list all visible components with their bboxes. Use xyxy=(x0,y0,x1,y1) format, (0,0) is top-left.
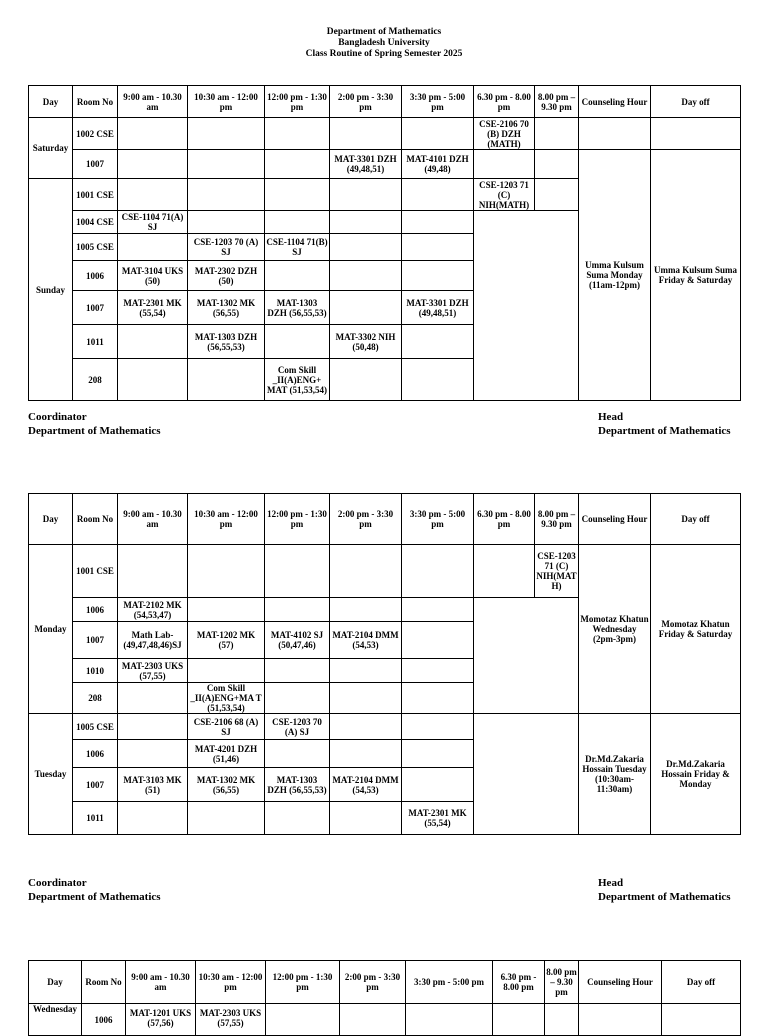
head-signature xyxy=(598,410,731,438)
slot-cell xyxy=(265,598,330,622)
slot-cell xyxy=(330,659,402,683)
slot-cell: MAT-4102 SJ (50,47,46) xyxy=(265,622,330,659)
slot-cell xyxy=(493,1004,545,1036)
dayoff-cell xyxy=(662,1004,741,1036)
room-cell: 1011 xyxy=(73,802,118,835)
col-header-slot2: 10:30 am - 12:00 pm xyxy=(188,494,265,545)
slot-cell: MAT-4101 DZH (49,48) xyxy=(402,150,474,179)
room-cell: 1007 xyxy=(73,291,118,325)
room-cell: 1004 CSE xyxy=(73,211,118,234)
slot-cell xyxy=(474,598,579,714)
slot-cell: MAT-1302 MK (56,55) xyxy=(188,768,265,802)
slot-cell xyxy=(340,1004,406,1036)
col-header-slot4: 2:00 pm - 3:30 pm xyxy=(330,86,402,118)
room-cell: 1006 xyxy=(73,598,118,622)
slot-cell xyxy=(265,740,330,768)
slot-cell xyxy=(402,714,474,740)
slot-cell xyxy=(474,714,579,835)
slot-cell: MAT-2104 DMM (54,53) xyxy=(330,768,402,802)
room-cell: 208 xyxy=(73,359,118,401)
slot-cell: MAT-2303 UKS (57,55) xyxy=(196,1004,266,1036)
slot-cell xyxy=(330,740,402,768)
col-header-room: Room No xyxy=(82,961,126,1004)
slot-cell: Math Lab-(49,47,48,46)SJ xyxy=(118,622,188,659)
room-cell: 1006 xyxy=(82,1004,126,1036)
slot-cell xyxy=(330,261,402,291)
col-header-slot1: 9:00 am - 10.30 am xyxy=(118,494,188,545)
counseling-cell: Umma Kulsum Suma Monday (11am-12pm) xyxy=(579,150,651,401)
dayoff-cell: Dr.Md.Zakaria Hossain Friday & Monday xyxy=(651,714,741,835)
coordinator-title: Coordinator xyxy=(28,411,87,423)
slot-cell: MAT-2102 MK (54,53,47) xyxy=(118,598,188,622)
counseling-cell: Momotaz Khatun Wednesday (2pm-3pm) xyxy=(579,545,651,714)
slot-cell xyxy=(188,802,265,835)
slot-cell xyxy=(330,359,402,401)
slot-cell: MAT-2303 UKS (57,55) xyxy=(118,659,188,683)
table-header-row xyxy=(29,494,741,545)
slot-cell xyxy=(545,1004,579,1036)
slot-cell xyxy=(402,118,474,150)
col-header-slot5: 3:30 pm - 5:00 pm xyxy=(402,86,474,118)
slot-cell: MAT-3302 NIH (50,48) xyxy=(330,325,402,359)
room-cell: 1002 CSE xyxy=(73,118,118,150)
room-cell: 1007 xyxy=(73,150,118,179)
slot-cell xyxy=(402,179,474,211)
slot-cell xyxy=(402,659,474,683)
slot-cell xyxy=(474,211,579,401)
room-cell: 1005 CSE xyxy=(73,234,118,261)
day-label-monday: Monday xyxy=(29,545,73,714)
head-title: Head xyxy=(598,877,624,889)
slot-cell xyxy=(266,1004,340,1036)
head-dept: Department of Mathematics xyxy=(598,891,731,903)
slot-cell: Com Skill _II(A)ENG+ MAT (51,53,54) xyxy=(265,359,330,401)
slot-cell: MAT-1303 DZH (56,55,53) xyxy=(188,325,265,359)
slot-cell: MAT-3103 MK (51) xyxy=(118,768,188,802)
slot-cell: MAT-1303 DZH (56,55,53) xyxy=(265,768,330,802)
department-name: Department of Mathematics xyxy=(326,27,442,37)
col-header-slot7: 8.00 pm – 9.30 pm xyxy=(535,86,579,118)
table-header-row xyxy=(29,961,741,1004)
slot-cell: MAT-1202 MK (57) xyxy=(188,622,265,659)
slot-cell xyxy=(330,291,402,325)
slot-cell xyxy=(402,622,474,659)
coordinator-dept: Department of Mathematics xyxy=(28,891,161,903)
slot-cell xyxy=(402,545,474,598)
slot-cell: MAT-3104 UKS (50) xyxy=(118,261,188,291)
dayoff-cell: Momotaz Khatun Friday & Saturday xyxy=(651,545,741,714)
col-header-counseling: Counseling Hour xyxy=(579,494,651,545)
day-label-saturday: Saturday xyxy=(29,118,73,179)
slot-cell xyxy=(265,683,330,714)
slot-cell xyxy=(118,150,188,179)
slot-cell xyxy=(188,598,265,622)
slot-cell: MAT-2104 DMM (54,53) xyxy=(330,622,402,659)
head-dept: Department of Mathematics xyxy=(598,425,731,437)
room-cell: 1006 xyxy=(73,740,118,768)
col-header-dayoff: Day off xyxy=(651,494,741,545)
col-header-day: Day xyxy=(29,494,73,545)
routine-table-monday-tuesday xyxy=(28,493,741,835)
col-header-slot6: 6.30 pm - 8.00 pm xyxy=(474,494,535,545)
counseling-cell xyxy=(579,1004,662,1036)
col-header-slot2: 10:30 am - 12:00 pm xyxy=(196,961,266,1004)
col-header-slot2: 10:30 am - 12:00 pm xyxy=(188,86,265,118)
slot-cell xyxy=(265,545,330,598)
col-header-day: Day xyxy=(29,961,82,1004)
routine-table-wednesday xyxy=(28,960,741,1036)
slot-cell xyxy=(118,802,188,835)
day-label-sunday: Sunday xyxy=(29,179,73,401)
slot-cell xyxy=(402,211,474,234)
col-header-room: Room No xyxy=(73,86,118,118)
col-header-slot7: 8.00 pm – 9.30 pm xyxy=(545,961,579,1004)
slot-cell xyxy=(118,179,188,211)
slot-cell: MAT-2301 MK (55,54) xyxy=(402,802,474,835)
slot-cell xyxy=(402,683,474,714)
slot-cell xyxy=(406,1004,493,1036)
slot-cell: CSE-1203 71 (C) NIH(MATH) xyxy=(474,179,535,211)
col-header-slot6: 6.30 pm - 8.00 pm xyxy=(474,86,535,118)
room-cell: 1001 CSE xyxy=(73,179,118,211)
slot-cell xyxy=(265,211,330,234)
coordinator-signature xyxy=(28,876,161,904)
slot-cell xyxy=(402,359,474,401)
coordinator-title: Coordinator xyxy=(28,877,87,889)
slot-cell: CSE-1203 70 (A) SJ xyxy=(265,714,330,740)
slot-cell: CSE-1203 70 (A) SJ xyxy=(188,234,265,261)
slot-cell: Com Skill _II(A)ENG+MA T (51,53,54) xyxy=(188,683,265,714)
col-header-slot5: 3:30 pm - 5:00 pm xyxy=(406,961,493,1004)
room-cell: 1005 CSE xyxy=(73,714,118,740)
slot-cell xyxy=(118,118,188,150)
slot-cell xyxy=(188,179,265,211)
dayoff-cell xyxy=(651,118,741,150)
slot-cell xyxy=(265,325,330,359)
col-header-slot4: 2:00 pm - 3:30 pm xyxy=(340,961,406,1004)
slot-cell xyxy=(118,359,188,401)
slot-cell xyxy=(118,234,188,261)
room-cell: 1007 xyxy=(73,622,118,659)
slot-cell xyxy=(330,211,402,234)
slot-cell: MAT-3301 DZH (49,48,51) xyxy=(402,291,474,325)
slot-cell xyxy=(535,118,579,150)
slot-cell xyxy=(188,359,265,401)
table-row xyxy=(29,714,741,740)
slot-cell: CSE-2106 70 (B) DZH (MATH) xyxy=(474,118,535,150)
counseling-cell xyxy=(579,118,651,150)
slot-cell xyxy=(330,234,402,261)
university-name: Bangladesh University xyxy=(338,38,430,48)
coordinator-signature xyxy=(28,410,161,438)
head-title: Head xyxy=(598,411,624,423)
slot-cell xyxy=(265,118,330,150)
slot-cell: MAT-4201 DZH (51,46) xyxy=(188,740,265,768)
slot-cell xyxy=(188,659,265,683)
slot-cell: CSE-1203 71 (C) NIH(MATH) xyxy=(535,545,579,598)
slot-cell xyxy=(118,683,188,714)
counseling-cell: Dr.Md.Zakaria Hossain Tuesday (10:30am-11:30am) xyxy=(579,714,651,835)
slot-cell xyxy=(402,261,474,291)
slot-cell xyxy=(265,659,330,683)
slot-cell xyxy=(535,150,579,179)
table-row xyxy=(29,150,741,179)
slot-cell xyxy=(330,802,402,835)
col-header-slot1: 9:00 am - 10.30 am xyxy=(118,86,188,118)
col-header-day: Day xyxy=(29,86,73,118)
room-cell: 208 xyxy=(73,683,118,714)
slot-cell xyxy=(330,598,402,622)
slot-cell xyxy=(330,545,402,598)
col-header-slot5: 3:30 pm - 5:00 pm xyxy=(402,494,474,545)
slot-cell: MAT-2302 DZH (50) xyxy=(188,261,265,291)
col-header-slot3: 12:00 pm - 1:30 pm xyxy=(266,961,340,1004)
routine-table-saturday-sunday xyxy=(28,85,741,401)
slot-cell: MAT-1201 UKS (57,56) xyxy=(126,1004,196,1036)
room-cell: 1007 xyxy=(73,768,118,802)
col-header-slot3: 12:00 pm - 1:30 pm xyxy=(265,86,330,118)
slot-cell: CSE-2106 68 (A) SJ xyxy=(188,714,265,740)
day-label-tuesday: Tuesday xyxy=(29,714,73,835)
slot-cell xyxy=(118,714,188,740)
slot-cell xyxy=(188,150,265,179)
slot-cell: MAT-1303 DZH (56,55,53) xyxy=(265,291,330,325)
col-header-slot3: 12:00 pm - 1:30 pm xyxy=(265,494,330,545)
col-header-slot1: 9:00 am - 10.30 am xyxy=(126,961,196,1004)
dayoff-cell: Umma Kulsum Suma Friday & Saturday xyxy=(651,150,741,401)
slot-cell xyxy=(474,545,535,598)
slot-cell xyxy=(265,261,330,291)
slot-cell xyxy=(265,150,330,179)
day-label-wednesday: Wednesday xyxy=(29,1004,82,1036)
room-cell: 1006 xyxy=(73,261,118,291)
table-row xyxy=(29,1004,741,1036)
slot-cell xyxy=(402,740,474,768)
slot-cell: CSE-1104 71(B) SJ xyxy=(265,234,330,261)
slot-cell xyxy=(330,118,402,150)
document-header xyxy=(0,27,768,60)
slot-cell xyxy=(330,179,402,211)
col-header-slot6: 6.30 pm - 8.00 pm xyxy=(493,961,545,1004)
slot-cell xyxy=(118,740,188,768)
table-header-row xyxy=(29,86,741,118)
slot-cell xyxy=(402,598,474,622)
table-row xyxy=(29,118,741,150)
slot-cell: MAT-1302 MK (56,55) xyxy=(188,291,265,325)
slot-cell xyxy=(118,325,188,359)
slot-cell: CSE-1104 71(A) SJ xyxy=(118,211,188,234)
col-header-counseling: Counseling Hour xyxy=(579,86,651,118)
room-cell: 1001 CSE xyxy=(73,545,118,598)
table-row xyxy=(29,545,741,598)
routine-title: Class Routine of Spring Semester 2025 xyxy=(305,49,463,59)
slot-cell: MAT-3301 DZH (49,48,51) xyxy=(330,150,402,179)
coordinator-dept: Department of Mathematics xyxy=(28,425,161,437)
slot-cell xyxy=(402,768,474,802)
room-cell: 1011 xyxy=(73,325,118,359)
slot-cell xyxy=(535,179,579,211)
slot-cell: MAT-2301 MK (55,54) xyxy=(118,291,188,325)
slot-cell xyxy=(402,325,474,359)
col-header-slot4: 2:00 pm - 3:30 pm xyxy=(330,494,402,545)
col-header-dayoff: Day off xyxy=(662,961,741,1004)
slot-cell xyxy=(188,211,265,234)
slot-cell xyxy=(265,802,330,835)
slot-cell xyxy=(402,234,474,261)
slot-cell xyxy=(188,118,265,150)
slot-cell xyxy=(265,179,330,211)
col-header-room: Room No xyxy=(73,494,118,545)
room-cell: 1010 xyxy=(73,659,118,683)
col-header-counseling: Counseling Hour xyxy=(579,961,662,1004)
col-header-slot7: 8.00 pm – 9.30 pm xyxy=(535,494,579,545)
slot-cell xyxy=(188,545,265,598)
slot-cell xyxy=(118,545,188,598)
col-header-dayoff: Day off xyxy=(651,86,741,118)
slot-cell xyxy=(330,714,402,740)
head-signature xyxy=(598,876,731,904)
slot-cell xyxy=(330,683,402,714)
slot-cell xyxy=(474,150,535,179)
